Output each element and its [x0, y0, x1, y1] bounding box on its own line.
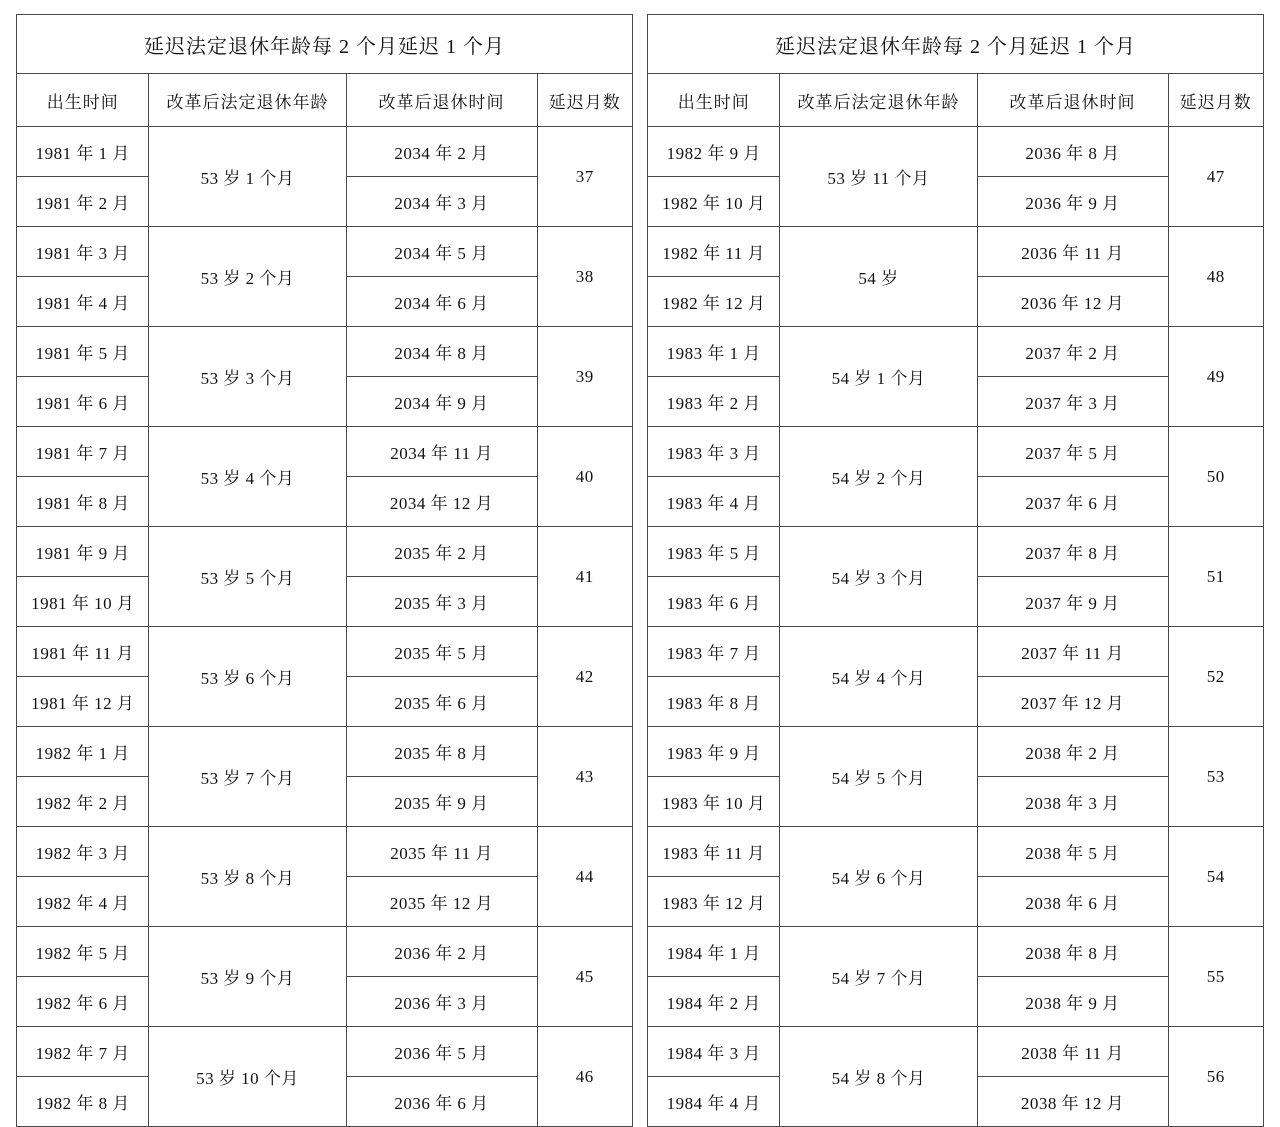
table-title-right: 延迟法定退休年龄每 2 个月延迟 1 个月 — [648, 15, 1264, 74]
table-row — [17, 627, 633, 677]
cell-retirement-date: 2036 年 12 月 — [977, 277, 1168, 327]
cell-birth-date: 1983 年 12 月 — [648, 877, 780, 927]
cell-retirement-date: 2037 年 9 月 — [977, 577, 1168, 627]
table-row — [17, 127, 633, 177]
cell-birth-date: 1981 年 12 月 — [17, 677, 149, 727]
cell-retirement-date: 2037 年 12 月 — [977, 677, 1168, 727]
cell-retirement-date: 2034 年 8 月 — [346, 327, 537, 377]
cell-birth-date: 1982 年 1 月 — [17, 727, 149, 777]
cell-retirement-date: 2034 年 6 月 — [346, 277, 537, 327]
cell-legal-retirement-age: 54 岁 5 个月 — [780, 727, 977, 827]
left-table-panel — [16, 14, 633, 1113]
cell-birth-date: 1982 年 12 月 — [648, 277, 780, 327]
table-row — [648, 427, 1264, 477]
table-row — [648, 927, 1264, 977]
cell-legal-retirement-age: 54 岁 3 个月 — [780, 527, 977, 627]
cell-delay-months: 56 — [1168, 1027, 1264, 1127]
table-row — [17, 1027, 633, 1077]
cell-birth-date: 1982 年 3 月 — [17, 827, 149, 877]
cell-birth-date: 1984 年 1 月 — [648, 927, 780, 977]
cell-legal-retirement-age: 54 岁 2 个月 — [780, 427, 977, 527]
cell-retirement-date: 2034 年 9 月 — [346, 377, 537, 427]
cell-birth-date: 1981 年 1 月 — [17, 127, 149, 177]
cell-legal-retirement-age: 53 岁 7 个月 — [149, 727, 346, 827]
column-header-legal-age: 改革后法定退休年龄 — [780, 74, 977, 127]
cell-legal-retirement-age: 53 岁 9 个月 — [149, 927, 346, 1027]
cell-delay-months: 55 — [1168, 927, 1264, 1027]
cell-legal-retirement-age: 54 岁 6 个月 — [780, 827, 977, 927]
cell-retirement-date: 2037 年 2 月 — [977, 327, 1168, 377]
cell-legal-retirement-age: 53 岁 8 个月 — [149, 827, 346, 927]
column-header-delay-months: 延迟月数 — [1168, 74, 1264, 127]
table-header-row — [648, 74, 1264, 127]
cell-delay-months: 39 — [537, 327, 633, 427]
cell-birth-date: 1981 年 7 月 — [17, 427, 149, 477]
cell-birth-date: 1981 年 4 月 — [17, 277, 149, 327]
cell-birth-date: 1983 年 3 月 — [648, 427, 780, 477]
cell-delay-months: 40 — [537, 427, 633, 527]
cell-birth-date: 1983 年 8 月 — [648, 677, 780, 727]
cell-birth-date: 1981 年 11 月 — [17, 627, 149, 677]
cell-delay-months: 48 — [1168, 227, 1264, 327]
cell-birth-date: 1982 年 10 月 — [648, 177, 780, 227]
cell-birth-date: 1983 年 4 月 — [648, 477, 780, 527]
table-title-left: 延迟法定退休年龄每 2 个月延迟 1 个月 — [17, 15, 633, 74]
column-header-birth: 出生时间 — [648, 74, 780, 127]
cell-birth-date: 1983 年 6 月 — [648, 577, 780, 627]
cell-delay-months: 38 — [537, 227, 633, 327]
cell-retirement-date: 2037 年 6 月 — [977, 477, 1168, 527]
cell-retirement-date: 2035 年 6 月 — [346, 677, 537, 727]
cell-birth-date: 1982 年 2 月 — [17, 777, 149, 827]
table-row — [17, 727, 633, 777]
column-header-retire-time: 改革后退休时间 — [977, 74, 1168, 127]
cell-legal-retirement-age: 53 岁 4 个月 — [149, 427, 346, 527]
cell-legal-retirement-age: 54 岁 1 个月 — [780, 327, 977, 427]
table-row — [648, 127, 1264, 177]
cell-delay-months: 51 — [1168, 527, 1264, 627]
cell-birth-date: 1982 年 6 月 — [17, 977, 149, 1027]
table-row — [648, 627, 1264, 677]
cell-retirement-date: 2034 年 11 月 — [346, 427, 537, 477]
cell-delay-months: 54 — [1168, 827, 1264, 927]
cell-retirement-date: 2038 年 5 月 — [977, 827, 1168, 877]
cell-retirement-date: 2036 年 6 月 — [346, 1077, 537, 1127]
cell-retirement-date: 2037 年 5 月 — [977, 427, 1168, 477]
cell-delay-months: 50 — [1168, 427, 1264, 527]
cell-legal-retirement-age: 54 岁 4 个月 — [780, 627, 977, 727]
cell-legal-retirement-age: 53 岁 2 个月 — [149, 227, 346, 327]
cell-legal-retirement-age: 54 岁 7 个月 — [780, 927, 977, 1027]
cell-birth-date: 1982 年 4 月 — [17, 877, 149, 927]
cell-retirement-date: 2034 年 2 月 — [346, 127, 537, 177]
cell-legal-retirement-age: 54 岁 8 个月 — [780, 1027, 977, 1127]
cell-birth-date: 1983 年 7 月 — [648, 627, 780, 677]
table-row — [17, 427, 633, 477]
cell-birth-date: 1982 年 5 月 — [17, 927, 149, 977]
cell-birth-date: 1981 年 9 月 — [17, 527, 149, 577]
cell-retirement-date: 2036 年 2 月 — [346, 927, 537, 977]
column-gutter — [633, 14, 647, 886]
cell-retirement-date: 2035 年 11 月 — [346, 827, 537, 877]
table-header-row — [17, 74, 633, 127]
table-row — [648, 227, 1264, 277]
cell-retirement-date: 2038 年 8 月 — [977, 927, 1168, 977]
cell-legal-retirement-age: 53 岁 6 个月 — [149, 627, 346, 727]
cell-retirement-date: 2038 年 9 月 — [977, 977, 1168, 1027]
cell-delay-months: 45 — [537, 927, 633, 1027]
cell-delay-months: 49 — [1168, 327, 1264, 427]
retirement-table-left — [16, 14, 633, 1127]
cell-retirement-date: 2034 年 5 月 — [346, 227, 537, 277]
column-header-legal-age: 改革后法定退休年龄 — [149, 74, 346, 127]
cell-delay-months: 37 — [537, 127, 633, 227]
table-title-row — [17, 15, 633, 74]
cell-retirement-date: 2037 年 8 月 — [977, 527, 1168, 577]
table-row — [17, 927, 633, 977]
cell-retirement-date: 2037 年 3 月 — [977, 377, 1168, 427]
column-header-birth: 出生时间 — [17, 74, 149, 127]
cell-birth-date: 1981 年 5 月 — [17, 327, 149, 377]
cell-delay-months: 53 — [1168, 727, 1264, 827]
cell-legal-retirement-age: 54 岁 — [780, 227, 977, 327]
cell-retirement-date: 2035 年 8 月 — [346, 727, 537, 777]
cell-birth-date: 1982 年 7 月 — [17, 1027, 149, 1077]
cell-retirement-date: 2036 年 5 月 — [346, 1027, 537, 1077]
cell-birth-date: 1984 年 3 月 — [648, 1027, 780, 1077]
table-row — [17, 527, 633, 577]
cell-legal-retirement-age: 53 岁 11 个月 — [780, 127, 977, 227]
cell-birth-date: 1981 年 6 月 — [17, 377, 149, 427]
cell-delay-months: 44 — [537, 827, 633, 927]
cell-birth-date: 1981 年 10 月 — [17, 577, 149, 627]
cell-retirement-date: 2035 年 9 月 — [346, 777, 537, 827]
cell-delay-months: 41 — [537, 527, 633, 627]
cell-retirement-date: 2037 年 11 月 — [977, 627, 1168, 677]
cell-retirement-date: 2035 年 12 月 — [346, 877, 537, 927]
cell-retirement-date: 2038 年 12 月 — [977, 1077, 1168, 1127]
cell-birth-date: 1983 年 5 月 — [648, 527, 780, 577]
table-row — [648, 1027, 1264, 1077]
cell-birth-date: 1981 年 8 月 — [17, 477, 149, 527]
cell-retirement-date: 2038 年 11 月 — [977, 1027, 1168, 1077]
table-row — [17, 327, 633, 377]
cell-legal-retirement-age: 53 岁 3 个月 — [149, 327, 346, 427]
cell-birth-date: 1984 年 2 月 — [648, 977, 780, 1027]
cell-birth-date: 1981 年 3 月 — [17, 227, 149, 277]
cell-retirement-date: 2038 年 2 月 — [977, 727, 1168, 777]
cell-retirement-date: 2038 年 3 月 — [977, 777, 1168, 827]
cell-birth-date: 1981 年 2 月 — [17, 177, 149, 227]
table-row — [648, 827, 1264, 877]
cell-birth-date: 1983 年 1 月 — [648, 327, 780, 377]
cell-retirement-date: 2035 年 5 月 — [346, 627, 537, 677]
cell-delay-months: 42 — [537, 627, 633, 727]
table-row — [17, 227, 633, 277]
right-table-panel — [647, 14, 1264, 1113]
cell-retirement-date: 2036 年 11 月 — [977, 227, 1168, 277]
table-row — [648, 327, 1264, 377]
cell-retirement-date: 2035 年 2 月 — [346, 527, 537, 577]
cell-retirement-date: 2034 年 12 月 — [346, 477, 537, 527]
cell-retirement-date: 2038 年 6 月 — [977, 877, 1168, 927]
cell-birth-date: 1984 年 4 月 — [648, 1077, 780, 1127]
cell-birth-date: 1983 年 2 月 — [648, 377, 780, 427]
cell-birth-date: 1983 年 11 月 — [648, 827, 780, 877]
cell-retirement-date: 2035 年 3 月 — [346, 577, 537, 627]
table-row — [648, 527, 1264, 577]
cell-birth-date: 1982 年 8 月 — [17, 1077, 149, 1127]
cell-birth-date: 1982 年 9 月 — [648, 127, 780, 177]
cell-birth-date: 1982 年 11 月 — [648, 227, 780, 277]
cell-delay-months: 46 — [537, 1027, 633, 1127]
table-row — [17, 827, 633, 877]
table-title-row — [648, 15, 1264, 74]
cell-delay-months: 52 — [1168, 627, 1264, 727]
table-row — [648, 727, 1264, 777]
cell-retirement-date: 2036 年 9 月 — [977, 177, 1168, 227]
cell-retirement-date: 2034 年 3 月 — [346, 177, 537, 227]
cell-birth-date: 1983 年 9 月 — [648, 727, 780, 777]
column-header-retire-time: 改革后退休时间 — [346, 74, 537, 127]
retirement-table-right — [647, 14, 1264, 1127]
cell-birth-date: 1983 年 10 月 — [648, 777, 780, 827]
cell-legal-retirement-age: 53 岁 1 个月 — [149, 127, 346, 227]
cell-legal-retirement-age: 53 岁 10 个月 — [149, 1027, 346, 1127]
cell-retirement-date: 2036 年 8 月 — [977, 127, 1168, 177]
cell-delay-months: 47 — [1168, 127, 1264, 227]
column-header-delay-months: 延迟月数 — [537, 74, 633, 127]
cell-legal-retirement-age: 53 岁 5 个月 — [149, 527, 346, 627]
cell-retirement-date: 2036 年 3 月 — [346, 977, 537, 1027]
cell-delay-months: 43 — [537, 727, 633, 827]
